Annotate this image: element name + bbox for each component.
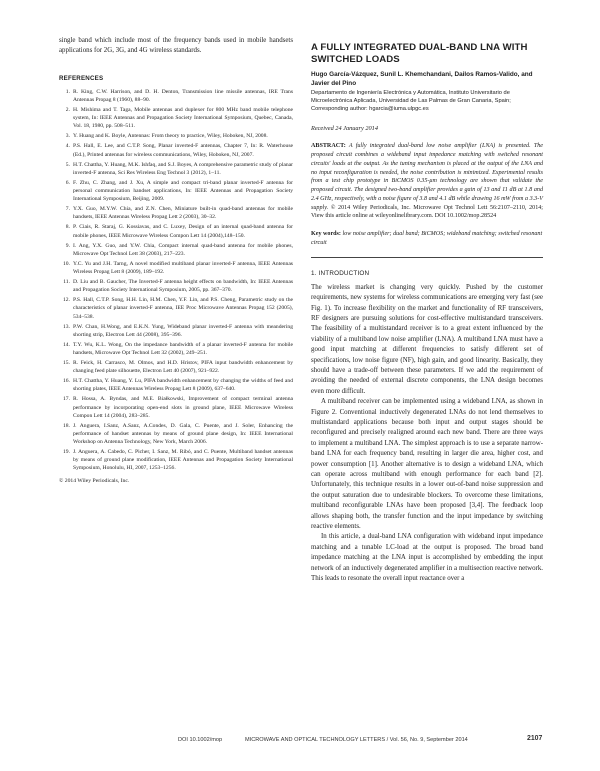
keywords-text: low noise amplifier; dual band; BiCMOS; wideband matching; switched resonant circuit	[311, 231, 543, 246]
article-title: A FULLY INTEGRATED DUAL-BAND LNA WITH SWITCHED LOADS	[311, 42, 528, 65]
abstract-tail: © 2014 Wiley Periodicals, Inc. Microwave Opt Technol Lett 56:2107–2110, 2014; View this article online at wileyonlinelibrary.com. DOI 10.1002/mop.28524	[311, 204, 543, 220]
reference-text: R. King, C.W. Harrison, and D. H. Denton, Transmission line missile antennas, IRE Trans Antennas Propag 8 (1960), 88–90.	[73, 88, 293, 103]
divider	[311, 257, 543, 258]
reference-text: P.S. Hall, E. Lee, and C.T.P. Song, Planar inverted-F antennas, Chapter 7, In: R. Waterhouse (Ed.), Printed antennas for wireless communications, Wiley, Hoboken, NJ, 2007.	[73, 143, 293, 158]
footer-journal: MICROWAVE AND OPTICAL TECHNOLOGY LETTERS / Vol. 56, No. 9, September 2014	[245, 737, 468, 743]
intro-continuation: single band which include most of the frequency bands used in mobile handsets applications for 2G, 3G, and 4G wireless standards.	[59, 37, 293, 55]
reference-number: 10.	[63, 260, 70, 267]
page-footer	[0, 735, 600, 749]
body-paragraph: A multiband receiver can be implemented using a wideband LNA, as shown in Figure 2. Conventional inductively degenerated LNAs do not lend themselves to multistandard applications because both input and output stages should be reconfigured and precisely realigned around each new band. There are three ways to implement a multiband LNA. The simplest approach is to use a separate narrow-band LNA for each frequency band, resulting in larger die area, higher cost, and power consumption [1]. Another alternative is to design a wideband LNA, which can operate across multiband with enough performance for each band [2]. Unfortunately, this technique results in a lower out-of-band noise suppression and the output saturation due to undesirable blockers. To overcome these limitations, multiband reconfigurable LNAs have been proposed [3,4]. The feedback loop allows shaping both, the transfer function and the input impedance by switching reactive elements.	[311, 398, 543, 531]
references-list	[59, 88, 293, 473]
reference-item	[59, 296, 293, 320]
reference-item	[59, 278, 293, 294]
reference-item	[59, 323, 293, 339]
reference-item	[59, 205, 293, 221]
body-paragraph: The wireless market is changing very quickly. Pushed by the customer requirements, new systems for wireless communications are emerging very fast (see Fig. 1). To increase flexibility on the market and functionality of RF transceivers, RF designers are pursuing solutions for cost-effective multistandard transceivers. The feasibility of a multistandard receiver is to a great extent influenced by the viability of a multiband low noise amplifier (LNA). A multiband LNA must have a good input matching at different frequencies to satisfy different set of specifications, low noise figure (NF), high gain, and good linearity. Basically, they should have a trade-off between these parameters. If we add the requirement of avoiding the needed of external discrete components, the LNA design becomes even more difficult.	[311, 283, 543, 395]
reference-text: P.S. Hall, C.T.P. Song, H.H. Lin, H.M. Chen, Y.F. Lin, and P.S. Cheng, Parametric study on the characteristics of planar inverted-F antenna, IEE Proc Microwave Antennas Propag 152 (2005), 534–538.	[73, 297, 293, 320]
authors: Hugo García-Vázquez, Sunil L. Khemchandani, Dailos Ramos-Valido, and Javier del Pino	[311, 71, 533, 87]
copyright: © 2014 Wiley Periodicals, Inc.	[59, 477, 130, 484]
reference-number: 1.	[65, 88, 70, 95]
reference-text: I. Ang, Y.X. Guo, and Y.W. Chia, Compact internal quad-band antenna for mobile phones, Microwave Opt Technol Lett 38 (2003), 217–223.	[73, 242, 293, 257]
reference-text: D. Liu and B. Gaucher, The Inverted-F antenna height effects on bandwidth, In: IEEE Antennas and Propagation Society International Symposium, 2005, pp. 367–370.	[73, 279, 293, 294]
reference-text: J. Anguera, A. Cabedo, C. Picher, I. Sanz, M. Ribó, and C. Puente, Multiband handset antennas by means of ground plane modification, IEEE Antennas and Propagation Society International Symposium, Honolulu, HI, 2007, 1253–1256.	[73, 449, 293, 472]
reference-item	[59, 359, 293, 375]
reference-item	[59, 142, 293, 158]
left-column	[59, 0, 293, 484]
reference-number: 13.	[63, 323, 70, 330]
reference-item	[59, 242, 293, 258]
reference-item	[59, 377, 293, 393]
body-paragraph: In this article, a dual-band LNA configuration with wideband input impedance matching and a tunable LC-load at the output is proposed. The broad band impedance matching at the LNA input is accomplished by embedding the input network of an inductively degenerated amplifier in a multisection reactive network. This leads to resonate the overall input reactance over a	[311, 533, 543, 583]
section-heading: 1. INTRODUCTION	[311, 269, 370, 277]
reference-text: H. Mishima and T. Taga, Mobile antennas and duplexer for 800 MHz band mobile telephone system, In: IEEE Antennas and Propagation Society International Symposium, Quebec, Canada, Vol. 18, 1980, pp. 508–511.	[73, 107, 293, 130]
reference-number: 11.	[63, 279, 70, 285]
reference-number: 6.	[65, 179, 70, 186]
reference-item	[59, 422, 293, 446]
reference-number: 15.	[63, 359, 70, 366]
reference-number: 4.	[65, 143, 70, 150]
reference-text: F. Zhu, C. Zhang, and J. Xu, A simple and compact tri-band planar inverted-F antenna for personal communication handset applications, In: IEEE Antennas and Propagation Society International Symposium, Beijing, 2009.	[73, 179, 293, 203]
reference-number: 2.	[65, 107, 70, 114]
keywords-label: Key words:	[311, 231, 341, 238]
references-heading: REFERENCES	[59, 74, 104, 82]
reference-text: H.T. Chattha, Y. Huang, Y. Lu, PIFA bandwidth enhancement by changing the widths of feed and shorting plates, IEEE Antennas Wireless Propag Lett 8 (2009), 637–640.	[73, 378, 293, 393]
reference-text: P.W. Chan, H.Wong, and E.K.N. Yung, Wideband planar inverted-F antenna with meandering shorting strip, Electron Lett 44 (2008), 395–396.	[73, 323, 293, 338]
page-number: 2107	[527, 735, 543, 742]
reference-item	[59, 106, 293, 130]
reference-text: Y.X. Guo, M.Y.W. Chia, and Z.N. Chen, Miniature built-in quad-band antennas for mobile handsets, IEEE Antennas Wireless Propag Lett 2 (2003), 30–32.	[73, 206, 293, 221]
keywords	[311, 230, 543, 248]
reference-text: J. Anguera, I.Sanz, A.Sanz, A.Condes, D. Gala, C. Puente, and J. Soler, Enhancing the performance of handset antennas by means of ground plane design, In: IEEE International Workshop on Antenna Technology, New York, March 2006.	[73, 422, 293, 446]
reference-number: 7.	[65, 206, 70, 213]
reference-number: 17.	[63, 396, 70, 403]
reference-number: 16.	[63, 378, 70, 385]
reference-text: T.Y. Wu, K.L. Wong, On the impedance bandwidth of a planar inverted-F antenna for mobile handsets, Microwave Opt Technol Lett 32 (2002), 249–251.	[73, 341, 293, 356]
reference-text: R. Hossa, A. Byndas, and M.E. Białkowski, Improvement of compact terminal antenna performance by incorporating open-end slots in ground plane, IEEE Microwave Wireless Compon Lett 14 (2004), 283–285.	[73, 396, 293, 419]
received-date: Received 24 January 2014	[311, 125, 378, 133]
reference-text: R. Feick, H. Carrasco, M. Olmos, and H.D. Hristov, PIFA input bandwidth enhancement by changing feed plate silhouette, Electron Lett 40 (2007), 921–922.	[73, 359, 293, 375]
right-column	[311, 0, 543, 585]
reference-item	[59, 161, 293, 177]
reference-item	[59, 260, 293, 276]
reference-item	[59, 395, 293, 419]
reference-number: 8.	[65, 224, 70, 231]
abstract-label: ABSTRACT:	[311, 143, 346, 150]
reference-text: Y.C. Yu and J.H. Tarng, A novel modified multiband planar inverted-F antenna, IEEE Antennas Wireless Propag Lett 8 (2009), 189–192.	[73, 260, 293, 275]
reference-text: Y. Huang and K. Boyle, Antennas: From theory to practice, Wiley, Hoboken, NJ, 2008.	[73, 133, 268, 140]
reference-item	[59, 223, 293, 239]
reference-number: 3.	[65, 133, 70, 140]
reference-text: P. Ciais, R. Staraj, G. Kossiavas, and C. Luxey, Design of an internal quad-band antenna for mobile phones, IEEE Microwave Wireless Compon Lett 14 (2004),148–150.	[73, 224, 293, 239]
abstract	[311, 142, 543, 221]
reference-item	[59, 88, 293, 104]
reference-number: 18.	[63, 422, 70, 429]
reference-number: 19.	[63, 449, 70, 456]
reference-number: 5.	[65, 161, 70, 168]
reference-number: 14.	[63, 341, 70, 348]
footer-doi: DOI 10.1002/mop	[178, 737, 223, 743]
reference-item	[59, 132, 293, 140]
abstract-body: A fully integrated dual-band low noise amplifier (LNA) is presented. The proposed circuit combines a wideband input impedance matching with switched resonant circuits' loads at the output. As the tuning mechanism is placed at the output of the LNA and no input reconfiguration is needed, the noise contribution is minimized. Experimental results from a test chip prototype in BiCMOS 0.35-μm technology are shown that validate the proposed circuit. The designed two-band amplifier provides a gain of 13 and 11 dB at 1.8 and 2.4 GHz, respectively, with a noise figure of 3.8 and 4.1 dB while drawing 16 mW from a 3.3-V supply.	[311, 143, 543, 211]
affiliation: Departamento de Ingeniería Electrónica y Automática, Instituto Universitario de Microelectrónica Aplicada, Universidad de Las Palmas de Gran Canaria, Spain; Corresponding author: hgarcia@iuma.ulpgc.es	[311, 90, 511, 113]
reference-number: 12.	[63, 297, 70, 304]
reference-item	[59, 179, 293, 203]
reference-item	[59, 448, 293, 472]
reference-number: 9.	[65, 242, 70, 249]
reference-text: H.T. Chattha, Y. Huang, M.K. Ishfaq, and S.J. Boyes, A comprehensive parametric study of planar inverted-F antenna, Sci Res Wireless Eng Technol 3 (2012), 1–11.	[73, 161, 293, 176]
reference-item	[59, 341, 293, 357]
